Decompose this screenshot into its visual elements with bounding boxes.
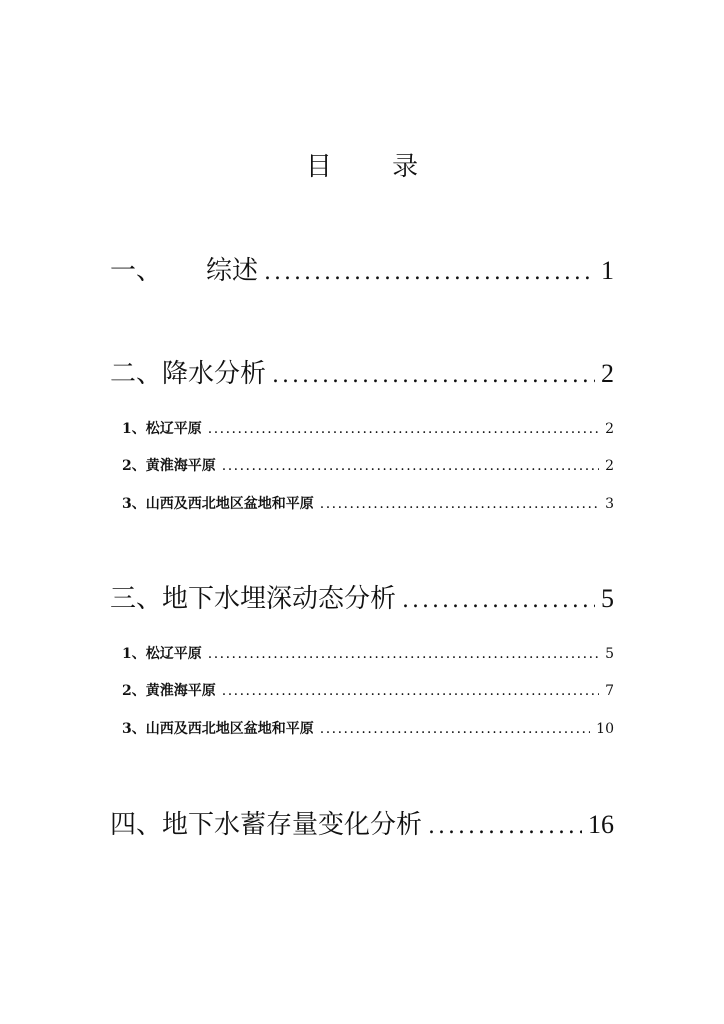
toc-entry-text: 松辽平原 xyxy=(145,646,202,662)
toc-entry-number: 四、 xyxy=(110,810,163,840)
toc-entry-text: 黄淮海平原 xyxy=(145,458,216,474)
toc-entry-number: 二、 xyxy=(110,359,163,389)
toc-entry-text: 黄淮海平原 xyxy=(145,683,216,699)
toc-entry-text: 松辽平原 xyxy=(145,421,202,437)
dot-leader xyxy=(208,644,599,664)
toc-entry-text: 地下水埋深动态分析 xyxy=(162,584,397,614)
toc-entry-label xyxy=(122,456,216,476)
toc-entry-number: 2、 xyxy=(122,683,146,699)
toc-entry-number: 三、 xyxy=(110,584,163,614)
dot-leader xyxy=(272,358,595,394)
toc-entry-number: 2、 xyxy=(122,458,146,474)
toc-entry-text: 地下水蓄存量变化分析 xyxy=(162,810,423,840)
toc-entry-text: 山西及西北地区盆地和平原 xyxy=(145,721,314,737)
toc-entry-page: 3 xyxy=(605,496,614,512)
toc-entry-number: 1、 xyxy=(122,421,146,437)
toc-entry-number: 一、 xyxy=(110,256,163,286)
toc-entry-number: 3、 xyxy=(122,721,146,737)
toc-entry-page: 16 xyxy=(588,810,614,839)
toc-entry-groundwater-storage[interactable] xyxy=(110,807,614,843)
toc-entry-label xyxy=(110,356,266,392)
toc-entry-text: 山西及西北地区盆地和平原 xyxy=(145,496,314,512)
dot-leader xyxy=(320,494,599,514)
toc-subentry-songliao-precip[interactable] xyxy=(122,419,614,439)
toc-subentry-songliao-depth[interactable] xyxy=(122,644,614,664)
toc-entry-label xyxy=(110,581,396,617)
toc-entry-page: 1 xyxy=(601,256,614,285)
dot-leader xyxy=(428,809,582,845)
toc-entry-number: 1、 xyxy=(122,646,146,662)
toc-entry-page: 2 xyxy=(605,421,614,437)
toc-subentry-shanxi-depth[interactable] xyxy=(122,719,614,739)
toc-entry-label xyxy=(110,253,258,289)
toc-title: 目 录 xyxy=(305,152,445,182)
dot-leader xyxy=(222,456,599,476)
toc-entry-text: 综述 xyxy=(206,256,259,286)
dot-leader xyxy=(402,583,595,619)
toc-entry-page: 7 xyxy=(605,683,614,699)
toc-subentry-huanghuaihai-precip[interactable] xyxy=(122,456,614,476)
toc-entry-summary[interactable] xyxy=(110,253,614,289)
toc-subentry-huanghuaihai-depth[interactable] xyxy=(122,681,614,701)
dot-leader xyxy=(208,419,599,439)
toc-entry-label xyxy=(122,644,202,664)
toc-entry-label xyxy=(122,419,202,439)
toc-entry-precipitation[interactable] xyxy=(110,356,614,392)
toc-entry-number: 3、 xyxy=(122,496,146,512)
toc-entry-page: 2 xyxy=(601,359,614,388)
dot-leader xyxy=(320,719,590,739)
toc-entry-page: 2 xyxy=(605,458,614,474)
toc-entry-label xyxy=(122,494,314,514)
toc-subentry-shanxi-precip[interactable] xyxy=(122,494,614,514)
toc-entry-label xyxy=(122,719,314,739)
dot-leader xyxy=(222,681,599,701)
toc-entry-label xyxy=(110,807,422,843)
toc-entry-page: 5 xyxy=(601,584,614,613)
toc-entry-page: 5 xyxy=(605,646,614,662)
toc-entry-label xyxy=(122,681,216,701)
toc-entry-page: 10 xyxy=(596,721,614,737)
dot-leader xyxy=(264,255,595,291)
toc-entry-text: 降水分析 xyxy=(162,359,267,389)
toc-entry-groundwater-depth[interactable] xyxy=(110,581,614,617)
